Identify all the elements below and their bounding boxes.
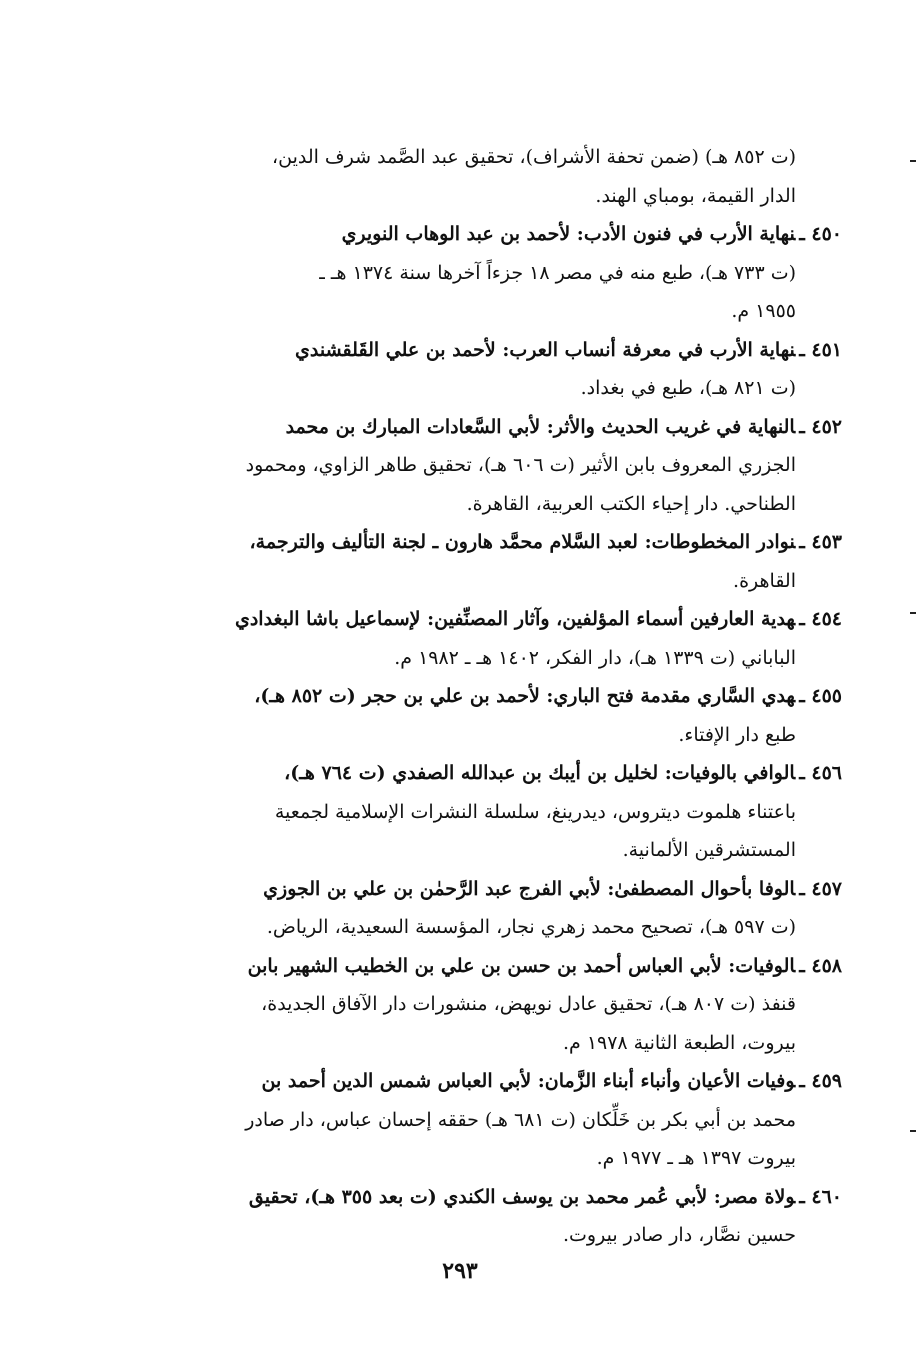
bibliography-entry bbox=[120, 754, 842, 870]
bibliography-entry bbox=[120, 215, 842, 331]
entry-line: (ت ٨٢١ هـ)، طبع في بغداد. bbox=[580, 377, 796, 399]
entry-text: وفيات الأعيان وأنباء أبناء الزَّمان: لأبي العباس شمس الدين أحمد بن bbox=[261, 1070, 796, 1092]
entry-title-line bbox=[120, 1062, 842, 1101]
entry-title-line bbox=[120, 408, 842, 447]
entry-title-line bbox=[120, 523, 842, 562]
entry-title-line bbox=[120, 1178, 842, 1217]
bibliography-entry bbox=[120, 947, 842, 1063]
entry-number: ٤٥٥ ـ bbox=[799, 685, 842, 707]
entry-text: نهاية الأرب في فنون الأدب: لأحمد بن عبد الوهاب النويري bbox=[341, 223, 796, 245]
entry-title-line bbox=[120, 870, 842, 909]
intro-line: (ت ٨٥٢ هـ) (ضمن تحفة الأشراف)، تحقيق عبد الصَّمد شرف الدين، bbox=[271, 146, 796, 168]
entry-line: (ت ٧٣٣ هـ)، طبع منه في مصر ١٨ جزءاً آخرها سنة ١٣٧٤ هـ ـ bbox=[319, 261, 796, 284]
bibliography-entry bbox=[120, 1178, 842, 1255]
entry-number: ٤٦٠ ـ bbox=[799, 1185, 842, 1208]
entry-title-line bbox=[120, 215, 842, 254]
bibliography-entry bbox=[120, 523, 842, 600]
entry-line: طبع دار الإفتاء. bbox=[678, 723, 796, 746]
entry-text: نهاية الأرب في معرفة أنساب العرب: لأحمد بن علي القَلقشندي bbox=[295, 338, 796, 361]
bibliography-entry bbox=[120, 1062, 842, 1178]
entry-line: حسين نصَّار، دار صادر بيروت. bbox=[563, 1224, 796, 1246]
entry-line: القاهرة. bbox=[733, 569, 796, 592]
bibliography-entry bbox=[120, 870, 842, 947]
entry-line: قنفذ (ت ٨٠٧ هـ)، تحقيق عادل نويهض، منشورات دار الآفاق الجديدة، bbox=[261, 993, 796, 1015]
intro-line: الدار القيمة، بومباي الهند. bbox=[595, 184, 796, 207]
margin-tick bbox=[910, 1130, 916, 1132]
entry-title-line bbox=[120, 947, 842, 986]
entry-text: هدية العارفين أسماء المؤلفين، وآثار المصنِّفين: لإسماعيل باشا البغدادي bbox=[234, 608, 796, 630]
entry-line: (ت ٥٩٧ هـ)، تصحيح محمد زهري نجار، المؤسسة السعيدية، الرياض. bbox=[266, 916, 796, 938]
entry-text: الوفيات: لأبي العباس أحمد بن حسن بن علي بن الخطيب الشهير بابن bbox=[247, 954, 796, 977]
entry-number: ٤٥١ ـ bbox=[799, 338, 842, 361]
entry-number: ٤٥٦ ـ bbox=[799, 762, 842, 784]
intro-continuation bbox=[120, 138, 842, 215]
entry-number: ٤٥٧ ـ bbox=[799, 877, 842, 900]
entry-line: ١٩٥٥ م. bbox=[731, 300, 796, 322]
entry-line: محمد بن أبي بكر بن خَلِّكان (ت ٦٨١ هـ) حققه إحسان عباس، دار صادر bbox=[245, 1108, 796, 1131]
bibliography-page bbox=[120, 138, 842, 1255]
entry-title-line bbox=[120, 677, 842, 716]
entry-text: نوادر المخطوطات: لعبد السَّلام محمَّد هارون ـ لجنة التأليف والترجمة، bbox=[249, 531, 796, 553]
entries-list bbox=[120, 215, 842, 1255]
entry-line: باعتناء هلموت ديتروس، ديدرينغ، سلسلة النشرات الإسلامية لجمعية bbox=[274, 800, 796, 823]
entry-number: ٤٥٠ ـ bbox=[799, 223, 842, 245]
entry-line: الجزري المعروف بابن الأثير (ت ٦٠٦ هـ)، تحقيق طاهر الزاوي، ومحمود bbox=[245, 454, 796, 476]
entry-line: المستشرقين الألمانية. bbox=[622, 839, 796, 861]
entry-number: ٤٥٩ ـ bbox=[799, 1070, 842, 1092]
entry-line: الطناحي. دار إحياء الكتب العربية، القاهرة. bbox=[466, 492, 796, 515]
margin-tick bbox=[910, 160, 916, 162]
entry-title-line bbox=[120, 600, 842, 639]
entry-number: ٤٥٣ ـ bbox=[799, 531, 842, 553]
entry-number: ٤٥٤ ـ bbox=[799, 608, 842, 630]
entry-number: ٤٥٨ ـ bbox=[799, 954, 842, 977]
entry-text: الوافي بالوفيات: لخليل بن أيبك بن عبدالله الصفدي (ت ٧٦٤ هـ)، bbox=[284, 762, 796, 784]
margin-tick bbox=[910, 612, 916, 614]
entry-line: بيروت ١٣٩٧ هـ ـ ١٩٧٧ م. bbox=[596, 1147, 796, 1169]
entry-number: ٤٥٢ ـ bbox=[799, 415, 842, 438]
entry-title-line bbox=[120, 754, 842, 793]
bibliography-entry bbox=[120, 677, 842, 754]
entry-text: النهاية في غريب الحديث والأثر: لأبي السَّعادات المبارك بن محمد bbox=[285, 415, 796, 438]
entry-line: بيروت، الطبعة الثانية ١٩٧٨ م. bbox=[562, 1031, 796, 1054]
bibliography-entry bbox=[120, 408, 842, 524]
entry-text: ولاة مصر: لأبي عُمر محمد بن يوسف الكندي (ت بعد ٣٥٥ هـ)، تحقيق bbox=[248, 1185, 796, 1208]
entry-line: الباباني (ت ١٣٣٩ هـ)، دار الفكر، ١٤٠٢ هـ ـ ١٩٨٢ م. bbox=[394, 646, 796, 669]
entry-text: الوفا بأحوال المصطفىٰ: لأبي الفرج عبد الرَّحمٰن بن علي بن الجوزي bbox=[263, 877, 796, 900]
page-number: ٢٩٣ bbox=[442, 1258, 478, 1284]
bibliography-entry bbox=[120, 600, 842, 677]
bibliography-entry bbox=[120, 331, 842, 408]
entry-text: هدي السَّاري مقدمة فتح الباري: لأحمد بن علي بن حجر (ت ٨٥٢ هـ)، bbox=[254, 685, 796, 707]
entry-title-line bbox=[120, 331, 842, 370]
